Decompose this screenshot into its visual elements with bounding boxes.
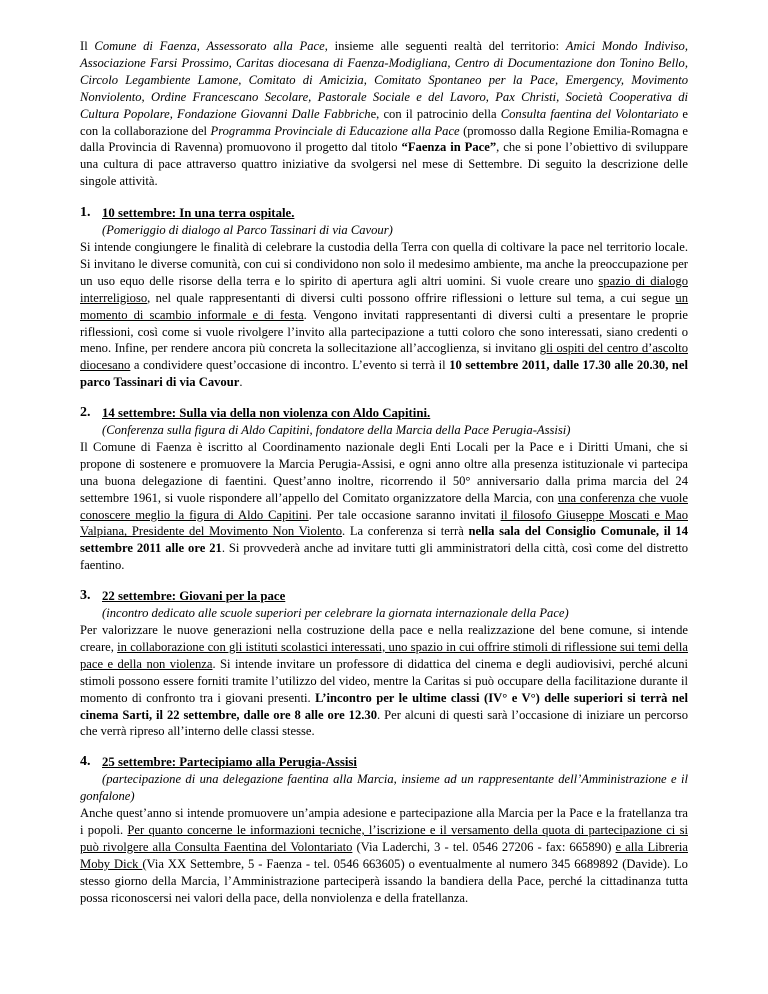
intro-partners-list: Amici Mondo Indiviso, Associazione Farsi Prossimo, Caritas diocesana di Faenza-Modigliana, Centro di Documentazione don Tonino Bello, Circolo Legambiente Lamone, Comitato di Amicizia, Comitato Spontaneo per la Pace, Emergency, Movimento Nonviolento, Ordine Francescano Secolare, Pastorale Sociale e del Lavoro, Pax Christi, Società Cooperativa di Cultura Popolare, Fondazione Giovanni Dalle Fabbrich xyxy=(80,39,688,121)
intro-text: e con la collaborazione del xyxy=(80,106,688,138)
bold-text: 10 settembre 2011, dalle 17.30 alle 20.30, nel parco Tassinari di via Cavour xyxy=(80,358,689,390)
intro-text: e, con il patrocinio della xyxy=(370,106,501,121)
intro-paragraph xyxy=(80,38,688,190)
intro-program: Programma Provinciale di Educazione alla Pace xyxy=(210,123,460,138)
underlined-text: una conferenza che vuole conoscere meglio la figura di Aldo Capitini xyxy=(80,490,688,522)
body-text: . xyxy=(239,375,243,390)
intro-text: , che si pone l’obiettivo di sviluppare una cultura di pace attraverso quattro iniziative da svolgersi nel mese di Settembre. Di seguito la descrizione delle singole attività. xyxy=(80,140,688,189)
bold-text: nella sala del Consiglio Comunale, il 14 settembre 2011 alle ore 21 xyxy=(80,524,688,556)
section-title: 10 settembre: In una terra ospitale. xyxy=(102,206,295,221)
underlined-text: il filosofo Giuseppe Moscati e Mao Valpiana, Presidente del Movimento Non Violento xyxy=(80,507,688,539)
section-heading xyxy=(80,754,688,771)
underlined-text: gli ospiti del centro d’ascolto diocesano xyxy=(80,341,688,373)
body-text: . Vengono invitati rappresentanti di diversi culti a presentare le proprie riflessioni, così come si vuole rivolgere l’invito alla partecipazione a tutti coloro che sono interessati, siano credenti o meno. Infine, per rendere ancora più concreta la sollecitazione all’accoglienza, si invitano xyxy=(80,307,688,356)
section-subtitle: (Conferenza sulla figura di Aldo Capitini, fondatore della Marcia della Pace Perugia-Assisi) xyxy=(102,423,571,438)
section-heading xyxy=(80,205,688,222)
body-text: . Si intende invitare un professore di didattica del cinema e degli audiovisivi, perché alcuni stimoli possono essere forniti tramite l’utilizzo del video, mentre la Caritas si può occupare della facilitazione durante il momento di confronto tra i giovani presenti. xyxy=(80,656,688,705)
document-page xyxy=(80,38,688,921)
body-text: Per valorizzare le nuove generazioni nella costruzione della pace e nella realizzazione del bene comune, si intende creare, xyxy=(80,623,688,654)
underlined-text: spazio di dialogo interreligioso xyxy=(80,273,688,305)
body-text: a condividere quest’occasione di incontro. L’evento si terrà il xyxy=(130,358,450,373)
section-number: 3. xyxy=(80,588,91,604)
section-number: 4. xyxy=(80,754,91,770)
intro-patron: Consulta faentina del Volontariato xyxy=(500,106,679,121)
underlined-text: Per quanto concerne le informazioni tecniche, l’iscrizione e il versamento della quota di partecipazione ci si può rivolgere alla Consulta Faentina del Volontariato xyxy=(80,822,688,854)
section-subtitle: (Pomeriggio di dialogo al Parco Tassinari di via Cavour) xyxy=(102,223,393,238)
intro-text: , insieme alle seguenti realtà del territorio: xyxy=(324,39,566,53)
underlined-text: e alla Libreria Moby Dick xyxy=(80,839,688,871)
section-subtitle: (incontro dedicato alle scuole superiori per celebrare la giornata internazionale della Pace) xyxy=(102,606,569,621)
section-title: 25 settembre: Partecipiamo alla Perugia-Assisi xyxy=(102,755,357,770)
body-text: (Via Laderchi, 3 - tel. 0546 27206 - fax: 665890) xyxy=(352,839,616,854)
section-body xyxy=(80,239,688,391)
section-2 xyxy=(80,405,688,574)
section-heading xyxy=(80,405,688,422)
section-subtitle: (partecipazione di una delegazione faentina alla Marcia, insieme ad un rappresentante dell’Amministrazione e il gonfalone) xyxy=(80,772,688,804)
intro-text: (promosso dalla Regione Emilia-Romagna e dalla Provincia di Ravenna) promuovono il progetto dal titolo xyxy=(80,123,689,155)
intro-organizer: Comune di Faenza, Assessorato alla Pace xyxy=(94,39,325,53)
section-1 xyxy=(80,205,688,391)
body-text: . La conferenza si terrà xyxy=(342,524,469,539)
bold-text: L’incontro per le ultime classi (IV° e V°) delle superiori si terrà nel cinema Sarti, il 22 settembre, dalle ore 8 alle ore 12.30 xyxy=(80,690,688,722)
section-number: 2. xyxy=(80,405,91,421)
section-body xyxy=(80,439,688,574)
body-text: Si intende congiungere le finalità di celebrare la custodia della Terra con quella di coltivare la pace nel territorio locale. Si invitano le diverse comunità, con cui si condividono non solo il medesimo ambiente, ma anche la preoccupazione per un uso equo delle risorse della terra e lo spirito di apertura agli altri uomini. Si vuole creare uno xyxy=(80,239,688,288)
section-body xyxy=(80,805,688,906)
section-4 xyxy=(80,754,688,906)
section-heading xyxy=(80,588,688,605)
project-title: “Faenza in Pace” xyxy=(401,140,497,155)
section-title: 22 settembre: Giovani per la pace xyxy=(102,589,286,604)
body-text: . Si provvederà anche ad invitare tutti gli amministratori della città, così come del distretto faentino. xyxy=(80,541,688,573)
underlined-text: un momento di scambio informale e di festa xyxy=(80,290,688,322)
body-text: Il Comune di Faenza è iscritto al Coordinamento nazionale degli Enti Locali per la Pace e i Diritti Umani, che si propone di sostenere e promuovere la Marcia Perugia-Assisi, e ogni anno oltre alla presenza istituzionale vi partecipa una buona delegazione di faentini. Quest’anno inoltre, ricorrendo il 50° anniversario dalla prima marcia del 24 settembre 1961, si vuole rispondere all’appello del Comitato organizzatore della Marcia, con xyxy=(80,439,688,505)
body-text: . Per tale occasione saranno invitati xyxy=(308,507,501,522)
body-text: Anche quest’anno si intende promuovere un’ampia adesione e partecipazione alla Marcia per la Pace e la fratellanza tra i popoli. xyxy=(80,806,688,837)
body-text: (Via XX Settembre, 5 - Faenza - tel. 0546 663605) o eventualmente al numero 345 6689892 (Davide). Lo stesso giorno della Marcia, l’Amministrazione parteciperà issando la bandiera della Pace, perché la cittadinanza tutta possa riconoscersi nei valori della pace, della nonviolenza e della fratellanza. xyxy=(80,856,688,905)
body-text: . Per alcuni di questi sarà l’occasione di iniziare un percorso che verrà ripreso all’interno delle classi stesse. xyxy=(80,707,688,739)
section-title: 14 settembre: Sulla via della non violenza con Aldo Capitini. xyxy=(102,406,431,421)
body-text: , nel quale rappresentanti di diversi culti possono offrire riflessioni o letture sul tema, a cui segue xyxy=(147,290,676,305)
section-body xyxy=(80,622,688,740)
underlined-text: in collaborazione con gli istituti scolastici interessati, uno spazio in cui offrire stimoli di riflessione sui temi della pace e della non violenza xyxy=(80,639,688,671)
section-number: 1. xyxy=(80,205,91,221)
intro-text: Il xyxy=(80,39,95,53)
section-3 xyxy=(80,588,688,740)
